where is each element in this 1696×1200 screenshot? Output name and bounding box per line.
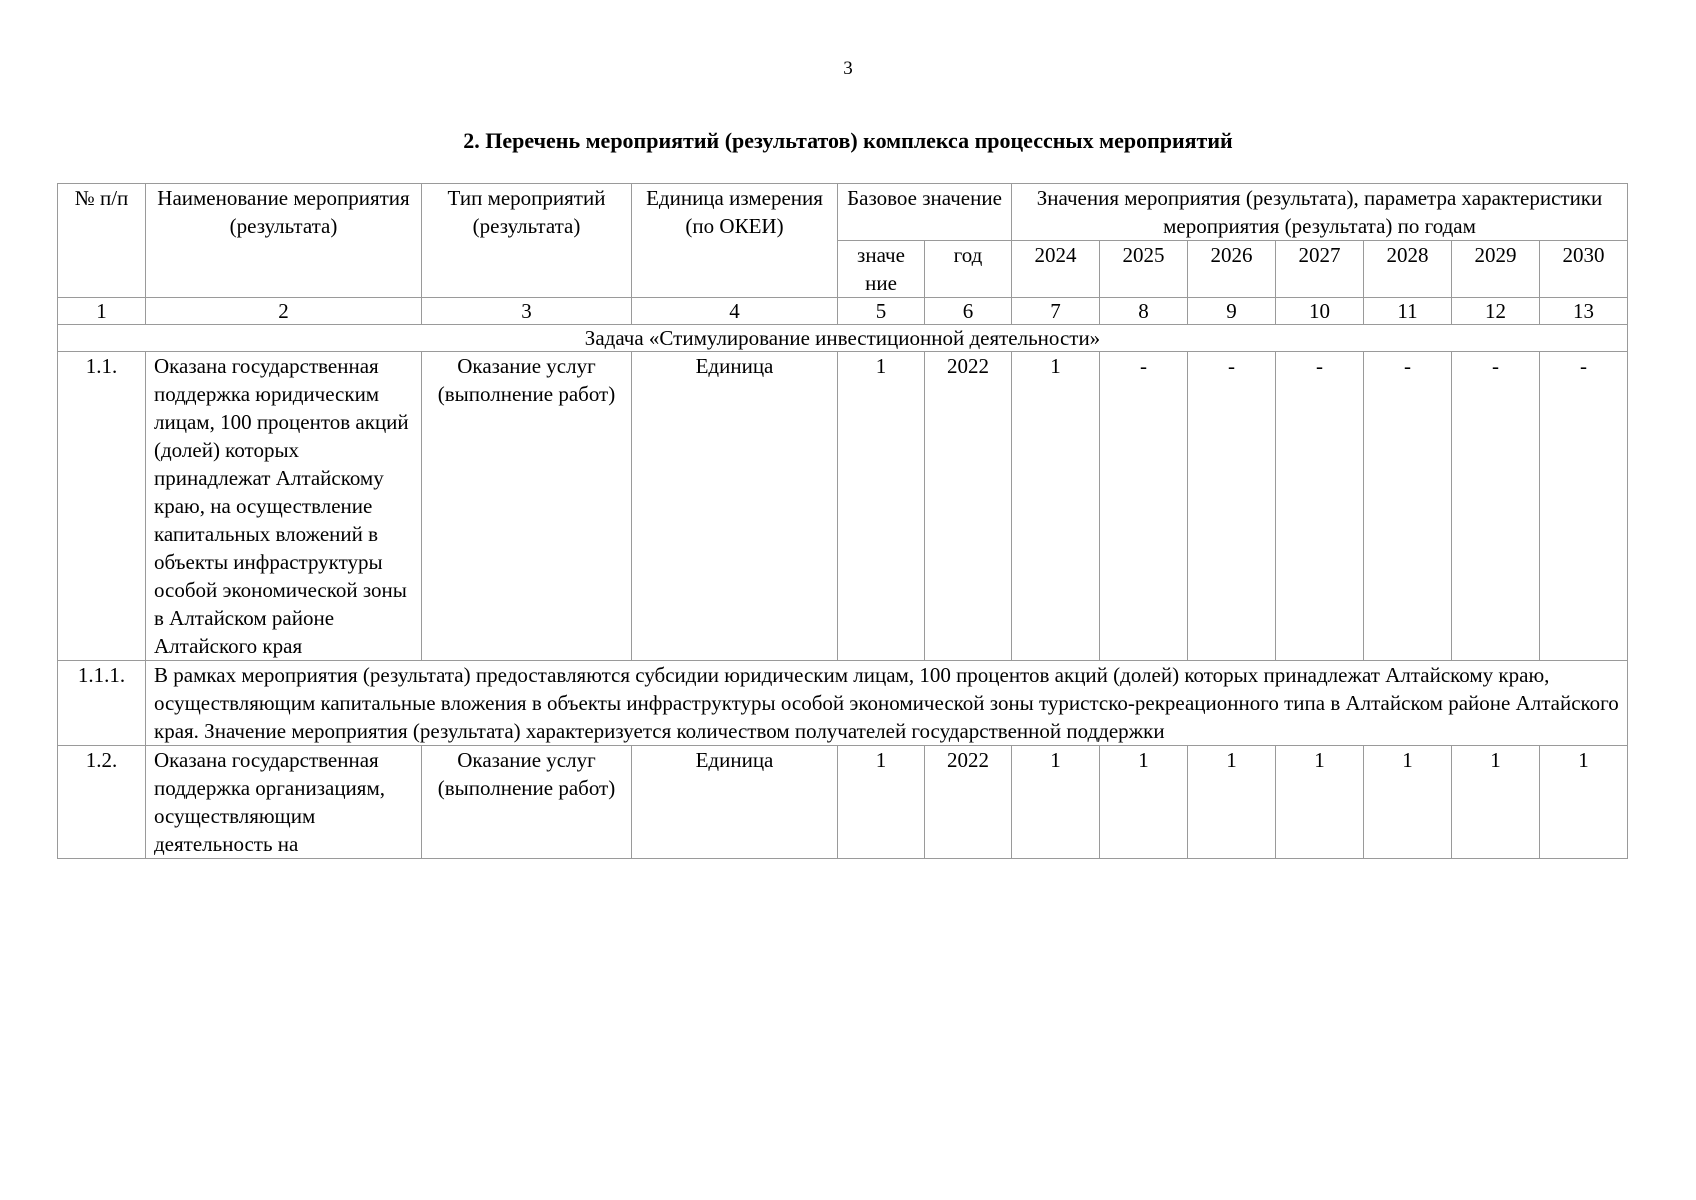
table-row bbox=[58, 746, 1628, 859]
year-value: - bbox=[1188, 352, 1276, 661]
header-base-year: год bbox=[925, 241, 1012, 298]
unit: Единица bbox=[632, 352, 838, 661]
column-number: 2 bbox=[146, 298, 422, 325]
base-value: 1 bbox=[838, 352, 925, 661]
column-number: 6 bbox=[925, 298, 1012, 325]
column-number: 8 bbox=[1100, 298, 1188, 325]
header-year: 2024 bbox=[1012, 241, 1100, 298]
year-value: 1 bbox=[1452, 746, 1540, 859]
base-year: 2022 bbox=[925, 352, 1012, 661]
column-number: 7 bbox=[1012, 298, 1100, 325]
base-value: 1 bbox=[838, 746, 925, 859]
activity-name: Оказана государственная поддержка организациям, осуществляющим деятельность на bbox=[146, 746, 422, 859]
activities-table bbox=[57, 183, 1628, 859]
activity-name: Оказана государственная поддержка юридическим лицам, 100 процентов акций (долей) которых принадлежат Алтайскому краю, на осуществление капитальных вложений в объекты инфраструктуры особой экономической зоны в Алтайском районе Алтайского края bbox=[146, 352, 422, 661]
table-row bbox=[58, 352, 1628, 661]
column-numbers-row bbox=[58, 298, 1628, 325]
task-row bbox=[58, 325, 1628, 352]
base-year: 2022 bbox=[925, 746, 1012, 859]
description-number: 1.1.1. bbox=[58, 661, 146, 746]
column-number: 4 bbox=[632, 298, 838, 325]
year-value: - bbox=[1364, 352, 1452, 661]
year-value: 1 bbox=[1540, 746, 1628, 859]
activity-type: Оказание услуг (выполнение работ) bbox=[422, 352, 632, 661]
header-base-value: значе ние bbox=[838, 241, 925, 298]
header-type: Тип мероприятий (результата) bbox=[422, 184, 632, 298]
year-value: 1 bbox=[1100, 746, 1188, 859]
description-row bbox=[58, 661, 1628, 746]
column-number: 10 bbox=[1276, 298, 1364, 325]
page-number: 3 bbox=[843, 58, 853, 79]
column-number: 12 bbox=[1452, 298, 1540, 325]
year-value: 1 bbox=[1012, 746, 1100, 859]
year-value: - bbox=[1100, 352, 1188, 661]
activity-type: Оказание услуг (выполнение работ) bbox=[422, 746, 632, 859]
header-unit: Единица измерения (по ОКЕИ) bbox=[632, 184, 838, 298]
column-number: 1 bbox=[58, 298, 146, 325]
year-value: - bbox=[1452, 352, 1540, 661]
row-number: 1.1. bbox=[58, 352, 146, 661]
header-row-1 bbox=[58, 184, 1628, 241]
header-year: 2026 bbox=[1188, 241, 1276, 298]
task-title: Задача «Стимулирование инвестиционной деятельности» bbox=[58, 325, 1628, 352]
column-number: 5 bbox=[838, 298, 925, 325]
year-value: 1 bbox=[1364, 746, 1452, 859]
header-values: Значения мероприятия (результата), параметра характеристики мероприятия (результата) по годам bbox=[1012, 184, 1628, 241]
header-year: 2027 bbox=[1276, 241, 1364, 298]
year-value: 1 bbox=[1276, 746, 1364, 859]
header-base: Базовое значение bbox=[838, 184, 1012, 241]
header-name: Наименование мероприятия (результата) bbox=[146, 184, 422, 298]
document-title: 2. Перечень мероприятий (результатов) комплекса процессных мероприятий bbox=[463, 128, 1233, 153]
description-text: В рамках мероприятия (результата) предоставляются субсидии юридическим лицам, 100 процентов акций (долей) которых принадлежат Алтайскому краю, осуществляющим капитальные вложения в объекты инфраструктуры особой экономической зоны туристско-рекреационного типа в Алтайском районе Алтайского края. Значение мероприятия (результата) характеризуется количеством получателей государственной поддержки bbox=[146, 661, 1628, 746]
year-value: 1 bbox=[1012, 352, 1100, 661]
header-year: 2030 bbox=[1540, 241, 1628, 298]
header-year: 2029 bbox=[1452, 241, 1540, 298]
header-year: 2025 bbox=[1100, 241, 1188, 298]
column-number: 13 bbox=[1540, 298, 1628, 325]
header-year: 2028 bbox=[1364, 241, 1452, 298]
column-number: 11 bbox=[1364, 298, 1452, 325]
column-number: 9 bbox=[1188, 298, 1276, 325]
row-number: 1.2. bbox=[58, 746, 146, 859]
year-value: - bbox=[1540, 352, 1628, 661]
column-number: 3 bbox=[422, 298, 632, 325]
unit: Единица bbox=[632, 746, 838, 859]
year-value: 1 bbox=[1188, 746, 1276, 859]
header-no: № п/п bbox=[58, 184, 146, 298]
year-value: - bbox=[1276, 352, 1364, 661]
